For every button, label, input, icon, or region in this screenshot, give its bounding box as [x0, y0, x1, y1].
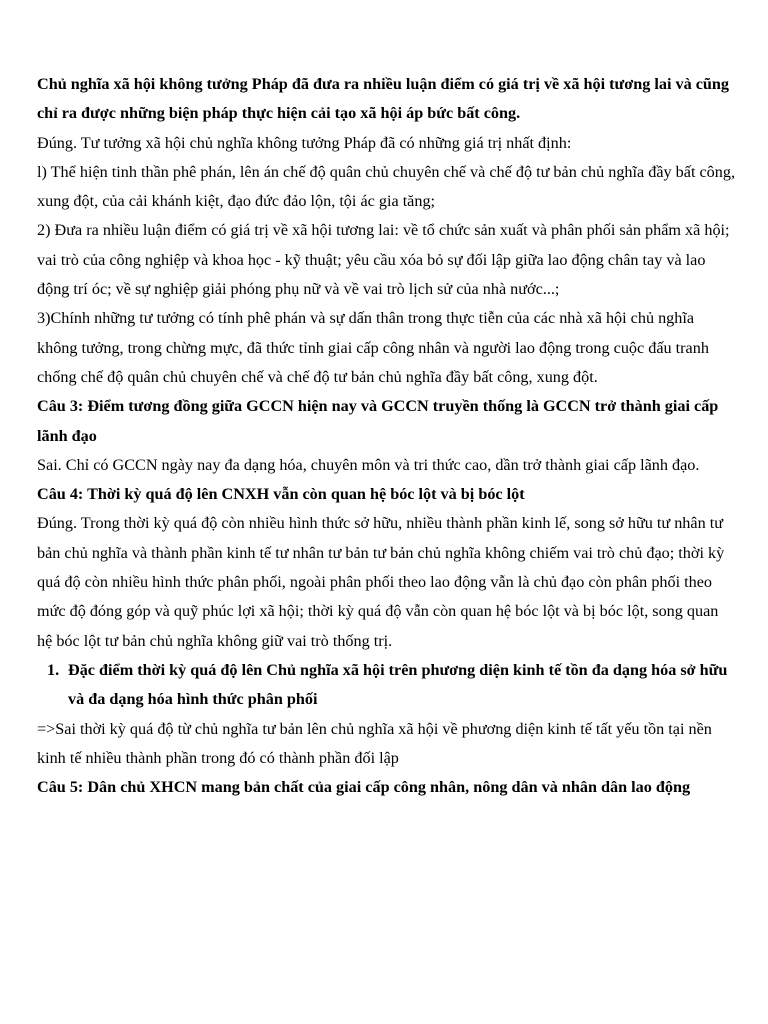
- question-heading: Câu 4: Thời kỳ quá độ lên CNXH vẫn còn quan hệ bóc lột và bị bóc lột: [37, 485, 525, 504]
- list-item-text: Đặc điểm thời kỳ quá độ lên Chủ nghĩa xã hội trên phương diện kinh tế tồn đa dạng hóa sở hữu và đa dạng hóa hình thức phân phối: [68, 660, 728, 709]
- answer-paragraph: =>Sai thời kỳ quá độ từ chủ nghĩa tư bản lên chủ nghĩa xã hội về phương diện kinh tế tất yếu tồn tại nền kinh tế nhiều thành phần trong đó có thành phần đối lập: [37, 719, 712, 767]
- answer-paragraph: Đúng. Trong thời kỳ quá độ còn nhiều hình thức sở hữu, nhiều thành phần kinh lế, song sở hữu tư nhân tư bản chủ nghĩa và thành phần kinh tế tư nhân tư bản tư bản chủ nghĩa không chiếm vai trò chủ đạo; thời kỳ quá độ còn nhiều hình thức phân phối, ngoài phân phối theo lao động vẫn là chủ đạo còn phân phối theo mức độ đóng góp và quỹ phúc lợi xã hội; thời kỳ quá độ vẫn còn quan hệ bóc lột và bị bóc lột, song quan hệ bóc lột tư bản chủ nghĩa không giữ vai trò thống trị.: [37, 514, 725, 650]
- list-number: 1.: [47, 660, 60, 679]
- answer-paragraph: Sai. Chỉ có GCCN ngày nay đa dạng hóa, chuyên môn và tri thức cao, dần trở thành giai cấp lãnh đạo.: [37, 455, 700, 474]
- answer-paragraph: Đúng. Tư tưởng xã hội chủ nghĩa không tưởng Pháp đã có những giá trị nhất định:: [37, 133, 572, 152]
- answer-paragraph: 2) Đưa ra nhiều luận điểm có giá trị về xã hội tương lai: về tổ chức sản xuất và phân phối sản phẩm xã hội; vai trò của công nghiệp và khoa học - kỹ thuật; yêu cầu xóa bỏ sự đối lập giữa lao động chân tay và lao động trí óc; về sự nghiệp giải phóng phụ nữ và về vai trò lịch sử của nhà nước...;: [37, 221, 730, 299]
- answer-paragraph: l) Thể hiện tinh thần phê phán, lên án chế độ quân chủ chuyên chế và chế độ tư bản chủ nghĩa đầy bất công, xung đột, của cải khánh kiệt, đạo đức đảo lộn, tội ác gia tăng;: [37, 162, 736, 211]
- statement-heading: Chủ nghĩa xã hội không tưởng Pháp đã đưa ra nhiều luận điểm có giá trị về xã hội tương lai và cũng chỉ ra được những biện pháp thực hiện cải tạo xã hội áp bức bất công.: [37, 75, 730, 123]
- document-page: [37, 70, 737, 802]
- question-heading: Câu 5: Dân chủ XHCN mang bản chất của giai cấp công nhân, nông dân và nhân dân lao động: [37, 778, 691, 797]
- numbered-item: [37, 656, 737, 715]
- answer-paragraph: 3)Chính những tư tưởng có tính phê phán và sự dấn thân trong thực tiễn của các nhà xã hội chủ nghĩa không tưởng, trong chừng mực, đã thức tỉnh giai cấp công nhân và người lao động trong cuộc đấu tranh chống chế độ quân chủ chuyên chế và chế độ tư bản chủ nghĩa đầy bất công, xung đột.: [37, 309, 709, 386]
- question-heading: Câu 3: Điểm tương đồng giữa GCCN hiện nay và GCCN truyền thống là GCCN trở thành giai cấp lãnh đạo: [37, 397, 719, 445]
